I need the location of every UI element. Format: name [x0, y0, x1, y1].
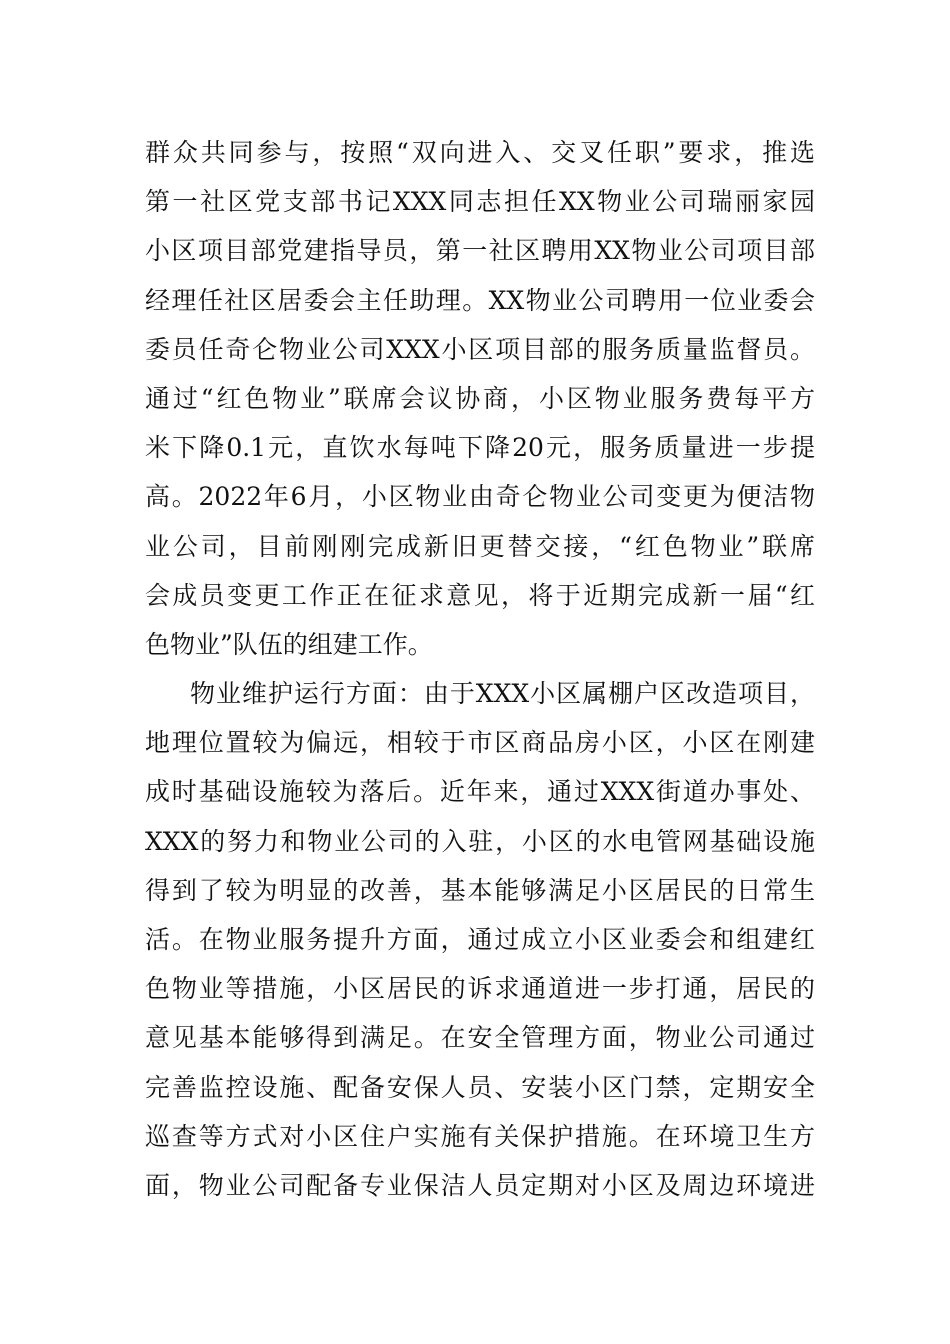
text-line: 色物业等措施，小区居民的诉求通道进一步打通，居民的 [145, 974, 815, 1004]
paragraph-property-maintenance [145, 669, 815, 1210]
text-line: 第一社区党支部书记XXX同志担任XX物业公司瑞丽家园 [145, 187, 815, 217]
text-line: 巡查等方式对小区住户实施有关保护措施。在环境卫生方 [145, 1121, 815, 1151]
text-line: 委员任奇仑物业公司XXX小区项目部的服务质量监督员。 [145, 334, 815, 364]
text-line: 地理位置较为偏远，相较于市区商品房小区，小区在刚建 [145, 728, 815, 758]
paragraph-red-property [145, 128, 815, 669]
text-line: 群众共同参与，按照“双向进入、交叉任职”要求，推选 [145, 138, 815, 167]
text-line: XXX的努力和物业公司的入驻，小区的水电管网基础设施 [145, 826, 815, 856]
text-line: 米下降0.1元，直饮水每吨下降20元，服务质量进一步提 [145, 433, 815, 463]
text-line: 会成员变更工作正在征求意见，将于近期完成新一届“红 [145, 580, 815, 610]
text-line: 得到了较为明显的改善，基本能够满足小区居民的日常生 [145, 875, 815, 905]
text-line: 完善监控设施、配备安保人员、安装小区门禁，定期安全 [145, 1072, 815, 1102]
text-line: 业公司，目前刚刚完成新旧更替交接，“红色物业”联席 [145, 531, 815, 561]
text-line: 经理任社区居委会主任助理。XX物业公司聘用一位业委会 [145, 285, 815, 315]
text-line: 意见基本能够得到满足。在安全管理方面，物业公司通过 [145, 1023, 815, 1053]
document-body [145, 128, 815, 1210]
text-line: 高。2022年6月，小区物业由奇仑物业公司变更为便洁物 [145, 482, 815, 512]
text-line: 面，物业公司配备专业保洁人员定期对小区及周边环境进 [145, 1170, 815, 1200]
text-line: 物业维护运行方面：由于XXX小区属棚户区改造项目， [190, 679, 815, 709]
text-line: 色物业”队伍的组建工作。 [145, 629, 433, 659]
text-line: 小区项目部党建指导员，第一社区聘用XX物业公司项目部 [145, 236, 815, 266]
text-line: 成时基础设施较为落后。近年来，通过XXX街道办事处、 [145, 777, 815, 807]
text-line: 通过“红色物业”联席会议协商，小区物业服务费每平方 [145, 383, 815, 413]
text-line: 活。在物业服务提升方面，通过成立小区业委会和组建红 [145, 925, 815, 954]
